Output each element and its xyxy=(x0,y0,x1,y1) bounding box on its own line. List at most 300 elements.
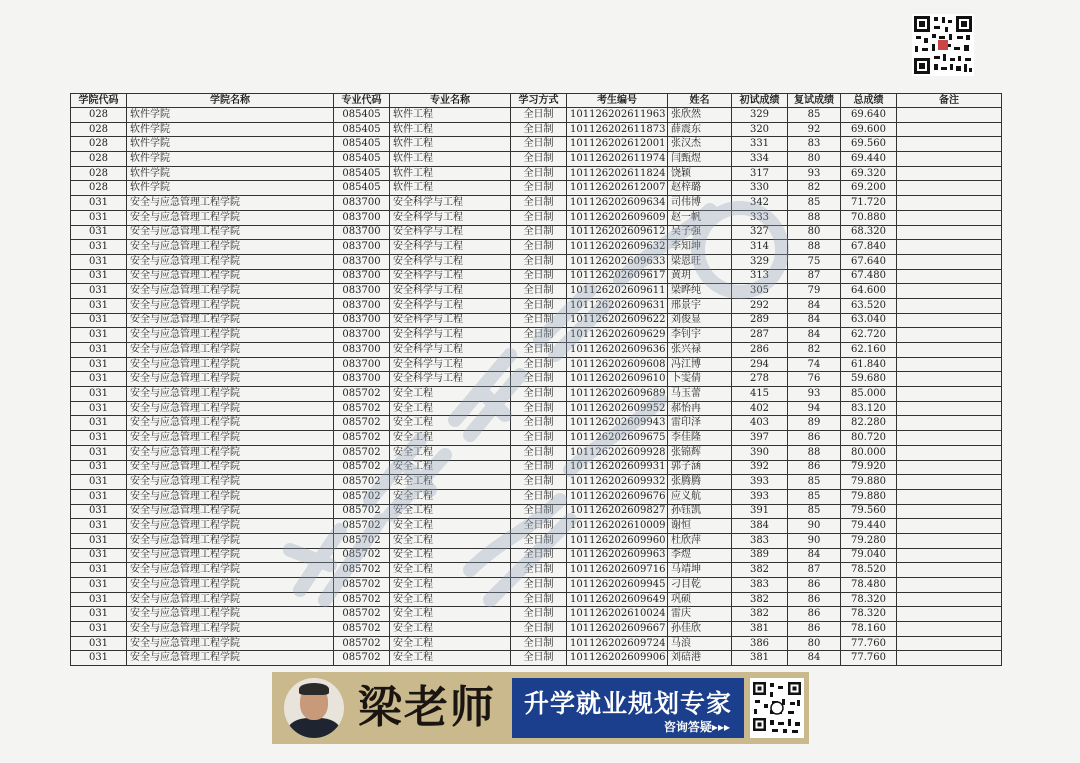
cell-major-name: 安全科学与工程 xyxy=(390,269,511,284)
cell-major-code: 083700 xyxy=(334,210,390,225)
cell-study-mode: 全日制 xyxy=(511,269,567,284)
cell-total-score: 79.440 xyxy=(841,519,897,534)
cell-prelim-score: 383 xyxy=(732,533,788,548)
cell-study-mode: 全日制 xyxy=(511,607,567,622)
cell-retest-score: 93 xyxy=(788,387,841,402)
cell-major-code: 085702 xyxy=(334,416,390,431)
cell-student-name: 张腾腾 xyxy=(668,475,732,490)
cell-prelim-score: 392 xyxy=(732,460,788,475)
cell-major-name: 软件工程 xyxy=(390,152,511,167)
cell-remarks xyxy=(897,563,1002,578)
cell-student-name: 邢景宇 xyxy=(668,298,732,313)
table-row xyxy=(71,416,1002,431)
cell-candidate-id: 101126202609667 xyxy=(567,622,668,637)
cell-retest-score: 86 xyxy=(788,460,841,475)
cell-college-name: 安全与应急管理工程学院 xyxy=(127,372,334,387)
cell-retest-score: 85 xyxy=(788,108,841,123)
cell-remarks xyxy=(897,166,1002,181)
cell-total-score: 64.600 xyxy=(841,284,897,299)
table-row xyxy=(71,504,1002,519)
cell-college-code: 031 xyxy=(71,328,127,343)
cell-retest-score: 88 xyxy=(788,445,841,460)
cell-prelim-score: 286 xyxy=(732,343,788,358)
cell-remarks xyxy=(897,592,1002,607)
cell-major-name: 安全工程 xyxy=(390,636,511,651)
table-body xyxy=(71,108,1002,666)
cell-candidate-id: 101126202609945 xyxy=(567,578,668,593)
cell-candidate-id: 101126202609716 xyxy=(567,563,668,578)
cell-major-code: 083700 xyxy=(334,298,390,313)
cell-major-name: 安全工程 xyxy=(390,548,511,563)
cell-major-code: 085702 xyxy=(334,431,390,446)
cell-candidate-id: 101126202612001 xyxy=(567,137,668,152)
cell-major-name: 安全科学与工程 xyxy=(390,372,511,387)
cell-candidate-id: 101126202609636 xyxy=(567,343,668,358)
cell-remarks xyxy=(897,489,1002,504)
cell-college-code: 031 xyxy=(71,225,127,240)
qr-code-top-icon xyxy=(912,14,974,76)
teacher-name: 梁老师 xyxy=(358,682,496,733)
header-major-name: 专业名称 xyxy=(390,94,511,108)
cell-study-mode: 全日制 xyxy=(511,343,567,358)
cell-student-name: 冯江博 xyxy=(668,357,732,372)
cell-study-mode: 全日制 xyxy=(511,504,567,519)
table-row xyxy=(71,607,1002,622)
cell-college-code: 031 xyxy=(71,636,127,651)
cell-retest-score: 86 xyxy=(788,578,841,593)
cell-prelim-score: 402 xyxy=(732,401,788,416)
cell-candidate-id: 101126202611824 xyxy=(567,166,668,181)
cell-retest-score: 85 xyxy=(788,475,841,490)
cell-student-name: 李知坤 xyxy=(668,240,732,255)
cell-candidate-id: 101126202609960 xyxy=(567,533,668,548)
cell-college-name: 安全与应急管理工程学院 xyxy=(127,636,334,651)
cell-student-name: 刘俊显 xyxy=(668,313,732,328)
cell-total-score: 78.160 xyxy=(841,622,897,637)
cell-college-code: 031 xyxy=(71,548,127,563)
table-row xyxy=(71,387,1002,402)
cell-college-name: 软件学院 xyxy=(127,181,334,196)
cell-candidate-id: 101126202609609 xyxy=(567,210,668,225)
cell-prelim-score: 334 xyxy=(732,152,788,167)
cell-candidate-id: 101126202609610 xyxy=(567,372,668,387)
cell-college-code: 031 xyxy=(71,489,127,504)
table-row xyxy=(71,401,1002,416)
cell-major-code: 083700 xyxy=(334,269,390,284)
table-row xyxy=(71,636,1002,651)
cell-study-mode: 全日制 xyxy=(511,357,567,372)
cell-total-score: 71.720 xyxy=(841,196,897,211)
cell-college-code: 031 xyxy=(71,607,127,622)
cell-student-name: 李佳隆 xyxy=(668,431,732,446)
cell-college-code: 031 xyxy=(71,431,127,446)
cell-remarks xyxy=(897,445,1002,460)
cell-retest-score: 85 xyxy=(788,504,841,519)
cell-retest-score: 84 xyxy=(788,651,841,666)
cell-retest-score: 86 xyxy=(788,431,841,446)
cell-total-score: 67.480 xyxy=(841,269,897,284)
cell-study-mode: 全日制 xyxy=(511,563,567,578)
cell-college-code: 031 xyxy=(71,387,127,402)
cell-college-code: 028 xyxy=(71,181,127,196)
cell-student-name: 刁目乾 xyxy=(668,578,732,593)
cell-student-name: 李钊宇 xyxy=(668,328,732,343)
cell-prelim-score: 320 xyxy=(732,122,788,137)
cell-retest-score: 87 xyxy=(788,269,841,284)
cell-remarks xyxy=(897,343,1002,358)
cell-candidate-id: 101126202610009 xyxy=(567,519,668,534)
cell-major-code: 085405 xyxy=(334,152,390,167)
cell-study-mode: 全日制 xyxy=(511,578,567,593)
cell-college-code: 031 xyxy=(71,343,127,358)
cell-total-score: 63.520 xyxy=(841,298,897,313)
cell-total-score: 63.040 xyxy=(841,313,897,328)
cell-prelim-score: 397 xyxy=(732,431,788,446)
table-row xyxy=(71,475,1002,490)
cell-study-mode: 全日制 xyxy=(511,533,567,548)
cell-college-name: 安全与应急管理工程学院 xyxy=(127,313,334,328)
cell-candidate-id: 101126202609952 xyxy=(567,401,668,416)
cell-major-code: 085702 xyxy=(334,489,390,504)
cell-total-score: 85.000 xyxy=(841,387,897,402)
cell-major-name: 安全科学与工程 xyxy=(390,328,511,343)
cell-student-name: 梁恩旺 xyxy=(668,254,732,269)
cell-prelim-score: 327 xyxy=(732,225,788,240)
table-row xyxy=(71,592,1002,607)
cell-major-code: 083700 xyxy=(334,240,390,255)
cell-college-code: 031 xyxy=(71,533,127,548)
avatar xyxy=(284,678,344,738)
cell-major-code: 085702 xyxy=(334,651,390,666)
cell-college-name: 安全与应急管理工程学院 xyxy=(127,548,334,563)
cell-college-name: 安全与应急管理工程学院 xyxy=(127,284,334,299)
cell-retest-score: 82 xyxy=(788,343,841,358)
cell-study-mode: 全日制 xyxy=(511,475,567,490)
cell-remarks xyxy=(897,240,1002,255)
cell-college-code: 031 xyxy=(71,357,127,372)
table-row xyxy=(71,372,1002,387)
cell-prelim-score: 403 xyxy=(732,416,788,431)
cell-candidate-id: 101126202609649 xyxy=(567,592,668,607)
cell-total-score: 77.760 xyxy=(841,636,897,651)
cell-college-name: 安全与应急管理工程学院 xyxy=(127,210,334,225)
cell-retest-score: 86 xyxy=(788,592,841,607)
cell-study-mode: 全日制 xyxy=(511,137,567,152)
cell-major-code: 083700 xyxy=(334,343,390,358)
cell-college-name: 安全与应急管理工程学院 xyxy=(127,401,334,416)
cell-college-name: 软件学院 xyxy=(127,166,334,181)
consult-link[interactable]: 咨询答疑▸▸▸ xyxy=(663,720,730,734)
cell-retest-score: 92 xyxy=(788,122,841,137)
cell-remarks xyxy=(897,357,1002,372)
cell-remarks xyxy=(897,519,1002,534)
cell-prelim-score: 313 xyxy=(732,269,788,284)
table-row xyxy=(71,122,1002,137)
table-row xyxy=(71,328,1002,343)
cell-study-mode: 全日制 xyxy=(511,460,567,475)
cell-student-name: 吴子强 xyxy=(668,225,732,240)
cell-college-name: 软件学院 xyxy=(127,108,334,123)
cell-major-code: 085702 xyxy=(334,475,390,490)
cell-prelim-score: 289 xyxy=(732,313,788,328)
cell-total-score: 69.600 xyxy=(841,122,897,137)
cell-remarks xyxy=(897,254,1002,269)
cell-study-mode: 全日制 xyxy=(511,651,567,666)
cell-student-name: 杜欣萍 xyxy=(668,533,732,548)
cell-major-code: 085405 xyxy=(334,166,390,181)
table-row xyxy=(71,489,1002,504)
cell-college-code: 028 xyxy=(71,166,127,181)
cell-college-code: 031 xyxy=(71,372,127,387)
cell-retest-score: 84 xyxy=(788,298,841,313)
cell-student-name: 郭子涵 xyxy=(668,460,732,475)
cell-college-code: 031 xyxy=(71,563,127,578)
cell-prelim-score: 278 xyxy=(732,372,788,387)
cell-student-name: 李煜 xyxy=(668,548,732,563)
cell-candidate-id: 101126202611873 xyxy=(567,122,668,137)
cell-candidate-id: 101126202609724 xyxy=(567,636,668,651)
cell-candidate-id: 101126202609928 xyxy=(567,445,668,460)
table-row xyxy=(71,225,1002,240)
cell-study-mode: 全日制 xyxy=(511,284,567,299)
cell-prelim-score: 382 xyxy=(732,607,788,622)
cell-remarks xyxy=(897,622,1002,637)
cell-student-name: 梁晔纯 xyxy=(668,284,732,299)
cell-retest-score: 80 xyxy=(788,636,841,651)
cell-retest-score: 85 xyxy=(788,196,841,211)
cell-major-code: 085702 xyxy=(334,548,390,563)
cell-major-name: 安全科学与工程 xyxy=(390,298,511,313)
cell-major-name: 安全工程 xyxy=(390,533,511,548)
cell-candidate-id: 101126202609906 xyxy=(567,651,668,666)
cell-major-name: 安全科学与工程 xyxy=(390,284,511,299)
cell-major-name: 安全工程 xyxy=(390,445,511,460)
table-row xyxy=(71,137,1002,152)
cell-major-code: 083700 xyxy=(334,357,390,372)
cell-college-code: 031 xyxy=(71,254,127,269)
cell-student-name: 赵一帆 xyxy=(668,210,732,225)
table-row xyxy=(71,181,1002,196)
cell-major-name: 安全工程 xyxy=(390,489,511,504)
cell-college-name: 安全与应急管理工程学院 xyxy=(127,240,334,255)
cell-prelim-score: 292 xyxy=(732,298,788,313)
cell-study-mode: 全日制 xyxy=(511,225,567,240)
cell-study-mode: 全日制 xyxy=(511,622,567,637)
cell-major-code: 085702 xyxy=(334,387,390,402)
cell-major-code: 085702 xyxy=(334,607,390,622)
cell-remarks xyxy=(897,313,1002,328)
cell-student-name: 司伟博 xyxy=(668,196,732,211)
cell-college-code: 031 xyxy=(71,401,127,416)
cell-major-name: 安全工程 xyxy=(390,401,511,416)
header-prelim-score: 初试成绩 xyxy=(732,94,788,108)
cell-retest-score: 84 xyxy=(788,548,841,563)
cell-retest-score: 76 xyxy=(788,372,841,387)
cell-major-name: 安全工程 xyxy=(390,563,511,578)
cell-study-mode: 全日制 xyxy=(511,328,567,343)
cell-retest-score: 90 xyxy=(788,533,841,548)
cell-remarks xyxy=(897,636,1002,651)
cell-student-name: 巩硕 xyxy=(668,592,732,607)
cell-college-code: 031 xyxy=(71,622,127,637)
teacher-ad-banner[interactable] xyxy=(272,672,809,744)
cell-student-name: 卜雯倩 xyxy=(668,372,732,387)
cell-college-name: 安全与应急管理工程学院 xyxy=(127,519,334,534)
cell-study-mode: 全日制 xyxy=(511,240,567,255)
cell-major-code: 083700 xyxy=(334,254,390,269)
cell-college-name: 安全与应急管理工程学院 xyxy=(127,533,334,548)
table-row xyxy=(71,519,1002,534)
header-major-code: 专业代码 xyxy=(334,94,390,108)
cell-candidate-id: 101126202611963 xyxy=(567,108,668,123)
qr-code-banner-icon[interactable] xyxy=(750,678,804,738)
header-name: 姓名 xyxy=(668,94,732,108)
table-row xyxy=(71,622,1002,637)
cell-retest-score: 83 xyxy=(788,137,841,152)
cell-student-name: 孙钰凯 xyxy=(668,504,732,519)
table-row xyxy=(71,563,1002,578)
cell-major-name: 安全工程 xyxy=(390,460,511,475)
cell-college-code: 031 xyxy=(71,578,127,593)
cell-prelim-score: 314 xyxy=(732,240,788,255)
cell-major-code: 085702 xyxy=(334,636,390,651)
cell-study-mode: 全日制 xyxy=(511,387,567,402)
cell-college-code: 031 xyxy=(71,416,127,431)
cell-prelim-score: 389 xyxy=(732,548,788,563)
cell-major-name: 软件工程 xyxy=(390,108,511,123)
cell-candidate-id: 101126202609608 xyxy=(567,357,668,372)
table-row xyxy=(71,166,1002,181)
cell-college-name: 软件学院 xyxy=(127,122,334,137)
cell-total-score: 70.880 xyxy=(841,210,897,225)
cell-major-code: 083700 xyxy=(334,328,390,343)
cell-retest-score: 86 xyxy=(788,622,841,637)
cell-candidate-id: 101126202609622 xyxy=(567,313,668,328)
table-row xyxy=(71,254,1002,269)
cell-study-mode: 全日制 xyxy=(511,489,567,504)
cell-major-code: 085405 xyxy=(334,108,390,123)
cell-total-score: 69.200 xyxy=(841,181,897,196)
cell-remarks xyxy=(897,298,1002,313)
cell-candidate-id: 101126202609931 xyxy=(567,460,668,475)
cell-remarks xyxy=(897,387,1002,402)
table-row xyxy=(71,152,1002,167)
cell-remarks xyxy=(897,475,1002,490)
cell-study-mode: 全日制 xyxy=(511,445,567,460)
cell-major-code: 083700 xyxy=(334,284,390,299)
cell-major-name: 安全工程 xyxy=(390,607,511,622)
table-row xyxy=(71,533,1002,548)
cell-total-score: 61.840 xyxy=(841,357,897,372)
cell-study-mode: 全日制 xyxy=(511,181,567,196)
cell-major-name: 安全工程 xyxy=(390,519,511,534)
cell-college-name: 安全与应急管理工程学院 xyxy=(127,196,334,211)
table-row xyxy=(71,108,1002,123)
cell-prelim-score: 386 xyxy=(732,636,788,651)
cell-college-name: 安全与应急管理工程学院 xyxy=(127,298,334,313)
cell-candidate-id: 101126202609631 xyxy=(567,298,668,313)
cell-college-code: 028 xyxy=(71,122,127,137)
cell-college-code: 031 xyxy=(71,269,127,284)
cell-prelim-score: 342 xyxy=(732,196,788,211)
cell-study-mode: 全日制 xyxy=(511,548,567,563)
cell-total-score: 78.320 xyxy=(841,592,897,607)
cell-major-name: 安全工程 xyxy=(390,504,511,519)
cell-total-score: 78.520 xyxy=(841,563,897,578)
cell-total-score: 79.560 xyxy=(841,504,897,519)
cell-remarks xyxy=(897,225,1002,240)
cell-student-name: 闫甄煜 xyxy=(668,152,732,167)
cell-study-mode: 全日制 xyxy=(511,196,567,211)
cell-prelim-score: 331 xyxy=(732,137,788,152)
cell-college-name: 安全与应急管理工程学院 xyxy=(127,357,334,372)
cell-retest-score: 86 xyxy=(788,607,841,622)
cell-college-name: 安全与应急管理工程学院 xyxy=(127,460,334,475)
cell-remarks xyxy=(897,284,1002,299)
cell-remarks xyxy=(897,152,1002,167)
cell-student-name: 郝怡冉 xyxy=(668,401,732,416)
cell-college-name: 安全与应急管理工程学院 xyxy=(127,504,334,519)
cell-total-score: 79.880 xyxy=(841,489,897,504)
cell-student-name: 马靖坤 xyxy=(668,563,732,578)
cell-prelim-score: 415 xyxy=(732,387,788,402)
cell-candidate-id: 101126202609932 xyxy=(567,475,668,490)
cell-major-code: 083700 xyxy=(334,372,390,387)
cell-major-code: 085702 xyxy=(334,445,390,460)
cell-college-name: 安全与应急管理工程学院 xyxy=(127,578,334,593)
cell-candidate-id: 101126202609634 xyxy=(567,196,668,211)
table-row xyxy=(71,196,1002,211)
cell-remarks xyxy=(897,196,1002,211)
cell-candidate-id: 101126202609633 xyxy=(567,254,668,269)
cell-study-mode: 全日制 xyxy=(511,372,567,387)
cell-college-name: 安全与应急管理工程学院 xyxy=(127,225,334,240)
table-header-row xyxy=(71,94,1002,108)
cell-study-mode: 全日制 xyxy=(511,636,567,651)
cell-total-score: 79.040 xyxy=(841,548,897,563)
table-row xyxy=(71,548,1002,563)
table-row xyxy=(71,445,1002,460)
cell-retest-score: 85 xyxy=(788,489,841,504)
cell-student-name: 薛震东 xyxy=(668,122,732,137)
cell-remarks xyxy=(897,328,1002,343)
cell-candidate-id: 101126202609675 xyxy=(567,431,668,446)
cell-major-code: 085405 xyxy=(334,122,390,137)
cell-retest-score: 80 xyxy=(788,225,841,240)
slogan-panel xyxy=(512,678,744,738)
cell-college-code: 031 xyxy=(71,284,127,299)
cell-college-name: 安全与应急管理工程学院 xyxy=(127,387,334,402)
cell-candidate-id: 101126202609612 xyxy=(567,225,668,240)
table-row xyxy=(71,431,1002,446)
cell-remarks xyxy=(897,460,1002,475)
cell-study-mode: 全日制 xyxy=(511,313,567,328)
admission-score-table xyxy=(70,93,1002,666)
cell-major-code: 085702 xyxy=(334,622,390,637)
cell-college-name: 安全与应急管理工程学院 xyxy=(127,651,334,666)
cell-retest-score: 84 xyxy=(788,313,841,328)
cell-candidate-id: 101126202609676 xyxy=(567,489,668,504)
cell-study-mode: 全日制 xyxy=(511,210,567,225)
cell-prelim-score: 382 xyxy=(732,592,788,607)
cell-prelim-score: 384 xyxy=(732,519,788,534)
cell-retest-score: 89 xyxy=(788,416,841,431)
cell-college-name: 软件学院 xyxy=(127,137,334,152)
cell-major-code: 083700 xyxy=(334,196,390,211)
cell-remarks xyxy=(897,181,1002,196)
cell-major-name: 安全工程 xyxy=(390,475,511,490)
cell-college-code: 031 xyxy=(71,445,127,460)
